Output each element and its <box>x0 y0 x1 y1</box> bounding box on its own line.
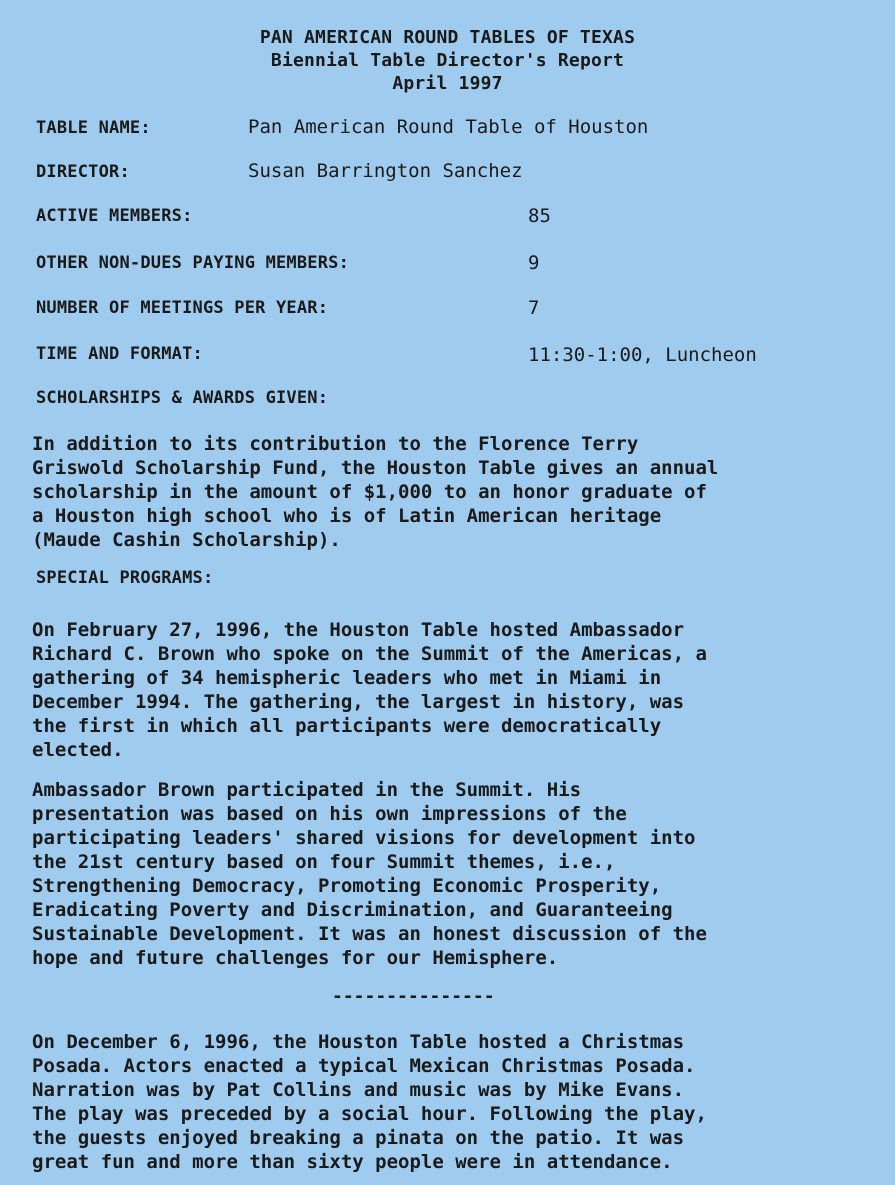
active-members-value: 85 <box>528 205 551 227</box>
table-name-value: Pan American Round Table of Houston <box>248 116 649 138</box>
table-name-label: TABLE NAME: <box>36 118 151 138</box>
other-members-label: OTHER NON-DUES PAYING MEMBERS: <box>36 253 350 273</box>
section-divider: --------------- <box>332 986 495 1007</box>
special-programs-paragraph-3: On December 6, 1996, the Houston Table hosted a Christmas Posada. Actors enacted a typical Mexican Christmas Posada. Narration was by Pat Collins and music was by Mike Evans. The play was preceded by a social hour. Following the play, the guests enjoyed breaking a pinata on the patio. It was great fun and more than sixty people were in attendance. <box>32 1031 707 1173</box>
special-programs-paragraph-1: On February 27, 1996, the Houston Table hosted Ambassador Richard C. Brown who spoke on the Summit of the Americas, a gathering of 34 hemispheric leaders who met in Miami in December 1994. The gathering, the largest in history, was the first in which all participants were democratically elected. <box>32 619 707 761</box>
meetings-value: 7 <box>528 297 540 319</box>
report-date: April 1997 <box>392 73 503 94</box>
director-label: DIRECTOR: <box>36 162 130 182</box>
time-format-value: 11:30-1:00, Luncheon <box>528 344 757 366</box>
active-members-label: ACTIVE MEMBERS: <box>36 206 193 226</box>
report-subtitle: Biennial Table Director's Report <box>270 50 625 71</box>
report-title: PAN AMERICAN ROUND TABLES OF TEXAS <box>259 27 636 48</box>
other-members-value: 9 <box>528 252 540 274</box>
meetings-label: NUMBER OF MEETINGS PER YEAR: <box>36 298 329 318</box>
special-programs-paragraph-2: Ambassador Brown participated in the Summit. His presentation was based on his own impressions of the participating leaders' shared visions for development into the 21st century based on four Summit themes, i.e., Strengthening Democracy, Promoting Economic Prosperity, Eradicating Poverty and Discrimination, and Guaranteeing Sustainable Development. It was an honest discussion of the hope and future challenges for our Hemisphere. <box>32 779 707 969</box>
scholarships-text: In addition to its contribution to the Florence Terry Griswold Scholarship Fund, the Houston Table gives an annual scholarship in the amount of $1,000 to an honor graduate of a Houston high school who is of Latin American heritage (Maude Cashin Scholarship). <box>32 433 719 551</box>
director-value: Susan Barrington Sanchez <box>248 160 523 182</box>
time-format-label: TIME AND FORMAT: <box>36 344 203 364</box>
scholarships-heading: SCHOLARSHIPS & AWARDS GIVEN: <box>36 388 329 408</box>
special-programs-heading: SPECIAL PROGRAMS: <box>36 568 214 588</box>
